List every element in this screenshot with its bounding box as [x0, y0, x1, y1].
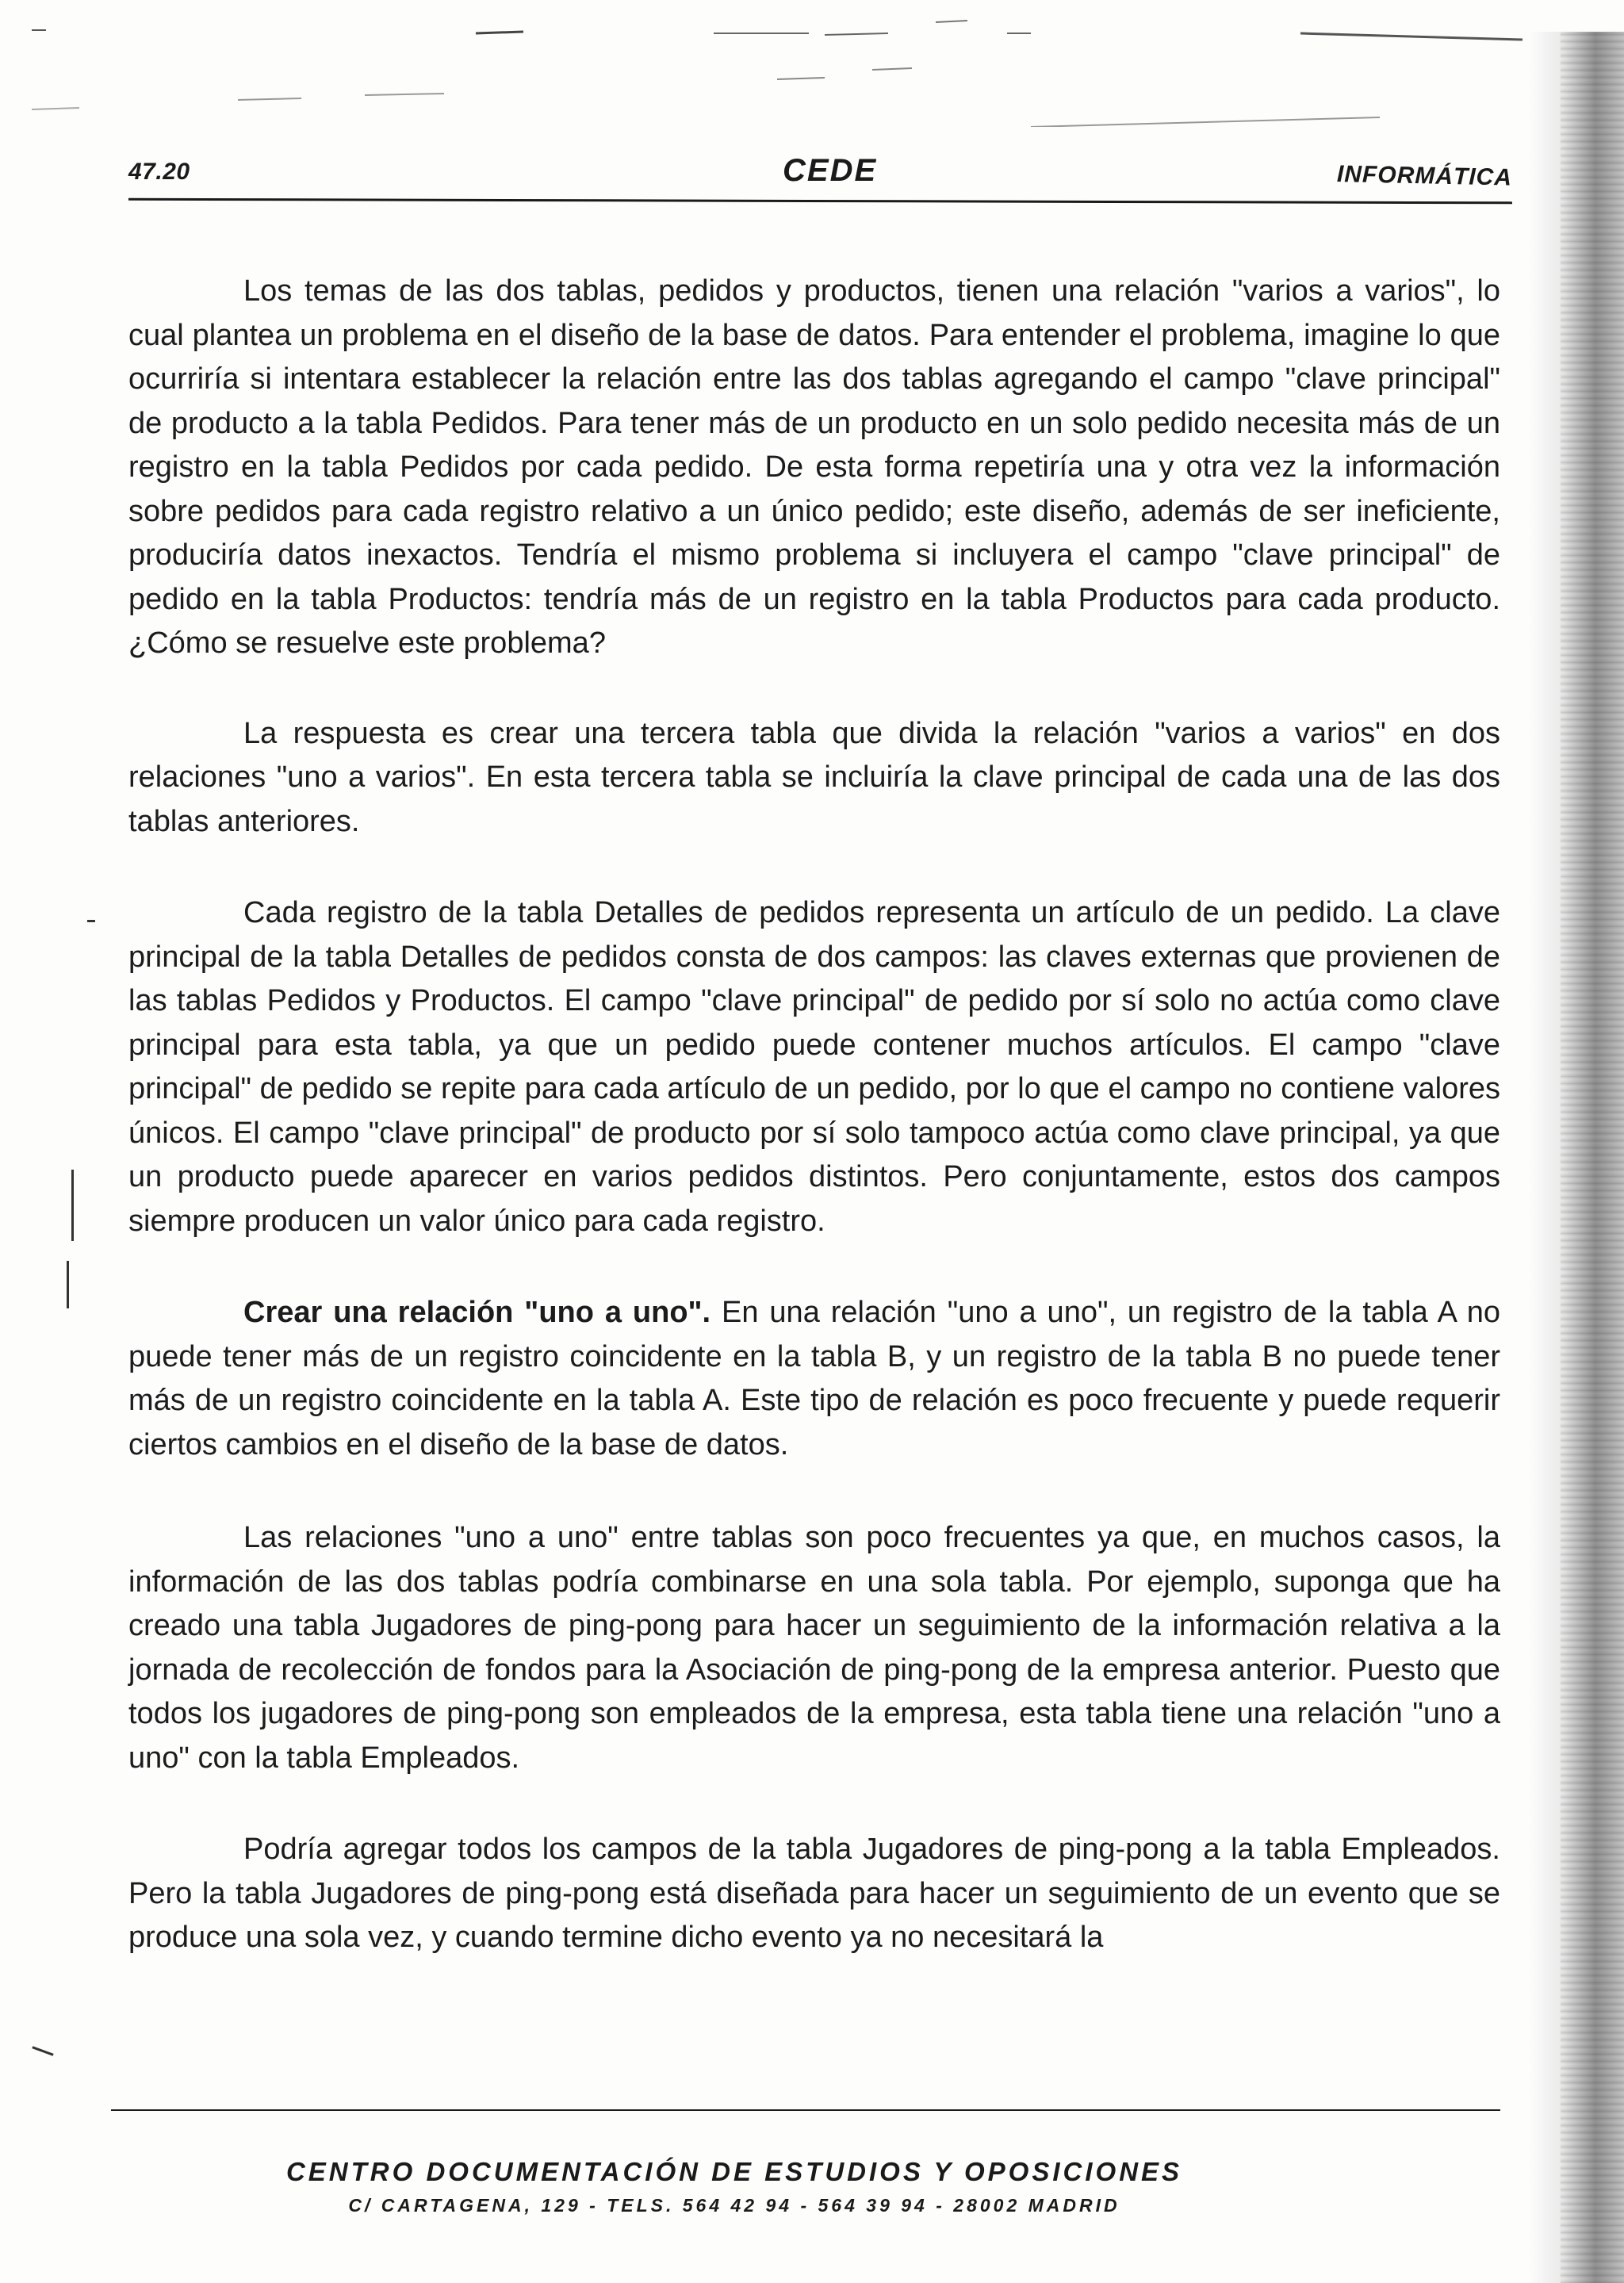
page-header	[128, 155, 1512, 202]
body-text	[128, 270, 1500, 1960]
paragraph-6: Podría agregar todos los campos de la tabla Jugadores de ping-pong a la tabla Empleados. Pero la tabla Jugadores de ping-pong está diseñada para hacer un seguimiento de un evento que se produce una sola vez, y cuando termine dicho evento ya no necesitará la	[128, 1833, 1500, 1954]
page-number: 47.20	[128, 159, 190, 185]
paragraph-1: Los temas de las dos tablas, pedidos y productos, tienen una relación "varios a varios", lo cual plantea un problema en el diseño de la base de datos. Para entender el problema, imagine lo que ocurriría si intentara establecer la relación entre las dos tablas agregando el campo "clave principal" de producto a la tabla Pedidos. Para tener más de un producto en un solo pedido necesita más de un registro en la tabla Pedidos por cada pedido. De esta forma repetiría una y otra vez la información sobre pedidos para cada registro relativo a un único pedido; este diseño, además de ser ineficiente, produciría datos inexactos. Tendría el mismo problema si incluyera el campo "clave principal" de pedido en la tabla Productos: tendría más de un registro en la tabla Productos para cada producto. ¿Cómo se resuelve este problema?	[128, 274, 1500, 660]
footer-address: C/ CARTAGENA, 129 - TELS. 564 42 94 - 564 39 94 - 28002 MADRID	[348, 2195, 1120, 2216]
paragraph-4-text: En una relación "uno a uno", un registro de la tabla A no puede tener más de un registro coincidente en la tabla B, y un registro de la tabla B no puede tener más de un registro coincidente en la tabla A. Este tipo de relación es poco frecuente y puede requerir ciertos cambios en el diseño de la base de datos.	[128, 1296, 1501, 1461]
paragraph-3: Cada registro de la tabla Detalles de pedidos representa un artículo de un pedido. La clave principal de la tabla Detalles de pedidos consta de dos campos: las claves externas que provienen de las tablas Pedidos y Productos. El campo "clave principal" de pedido por sí solo no actúa como clave principal para esta tabla, ya que un pedido puede contener muchos artículos. El campo "clave principal" de pedido se repite para cada artículo de un pedido, por lo que el campo no contiene valores únicos. El campo "clave principal" de producto por sí solo tampoco actúa como clave principal, ya que un producto puede aparecer en varios pedidos distintos. Pero conjuntamente, estos dos campos siempre producen un valor único para cada registro.	[128, 896, 1500, 1238]
footer-rule	[111, 2109, 1500, 2111]
paragraph-2: La respuesta es crear una tercera tabla que divida la relación "varios a varios" en dos relaciones "uno a varios". En esta tercera tabla se incluiría la clave principal de cada una de las dos tablas anteriores.	[128, 716, 1500, 838]
scan-noise-marks	[32, 16, 1538, 127]
margin-mark	[87, 920, 95, 922]
paragraph-5: Las relaciones "uno a uno" entre tablas son poco frecuentes ya que, en muchos casos, la información de las dos tablas podría combinarse en una sola tabla. Por ejemplo, suponga que ha creado una tabla Jugadores de ping-pong para hacer un seguimiento de la información relativa a la jornada de recolección de fondos para la Asociación de ping-pong de la empresa anterior. Puesto que todos los jugadores de ping-pong son empleados de la empresa, esta tabla tiene una relación "uno a uno" con la tabla Empleados.	[128, 1521, 1500, 1775]
margin-mark	[32, 2046, 53, 2055]
paragraph-4-heading: Crear una relación "uno a uno".	[243, 1296, 711, 1329]
page-footer	[111, 2157, 1500, 2216]
brand-logo-text: CEDE	[783, 153, 878, 188]
paragraph-4	[128, 1291, 1500, 1467]
margin-mark	[67, 1261, 69, 1308]
margin-mark	[71, 1170, 74, 1241]
section-label: INFORMÁTICA	[1336, 161, 1513, 191]
footer-title: CENTRO DOCUMENTACIÓN DE ESTUDIOS Y OPOSICIONES	[285, 2157, 1183, 2186]
scan-edge-speckle	[1561, 32, 1624, 2283]
